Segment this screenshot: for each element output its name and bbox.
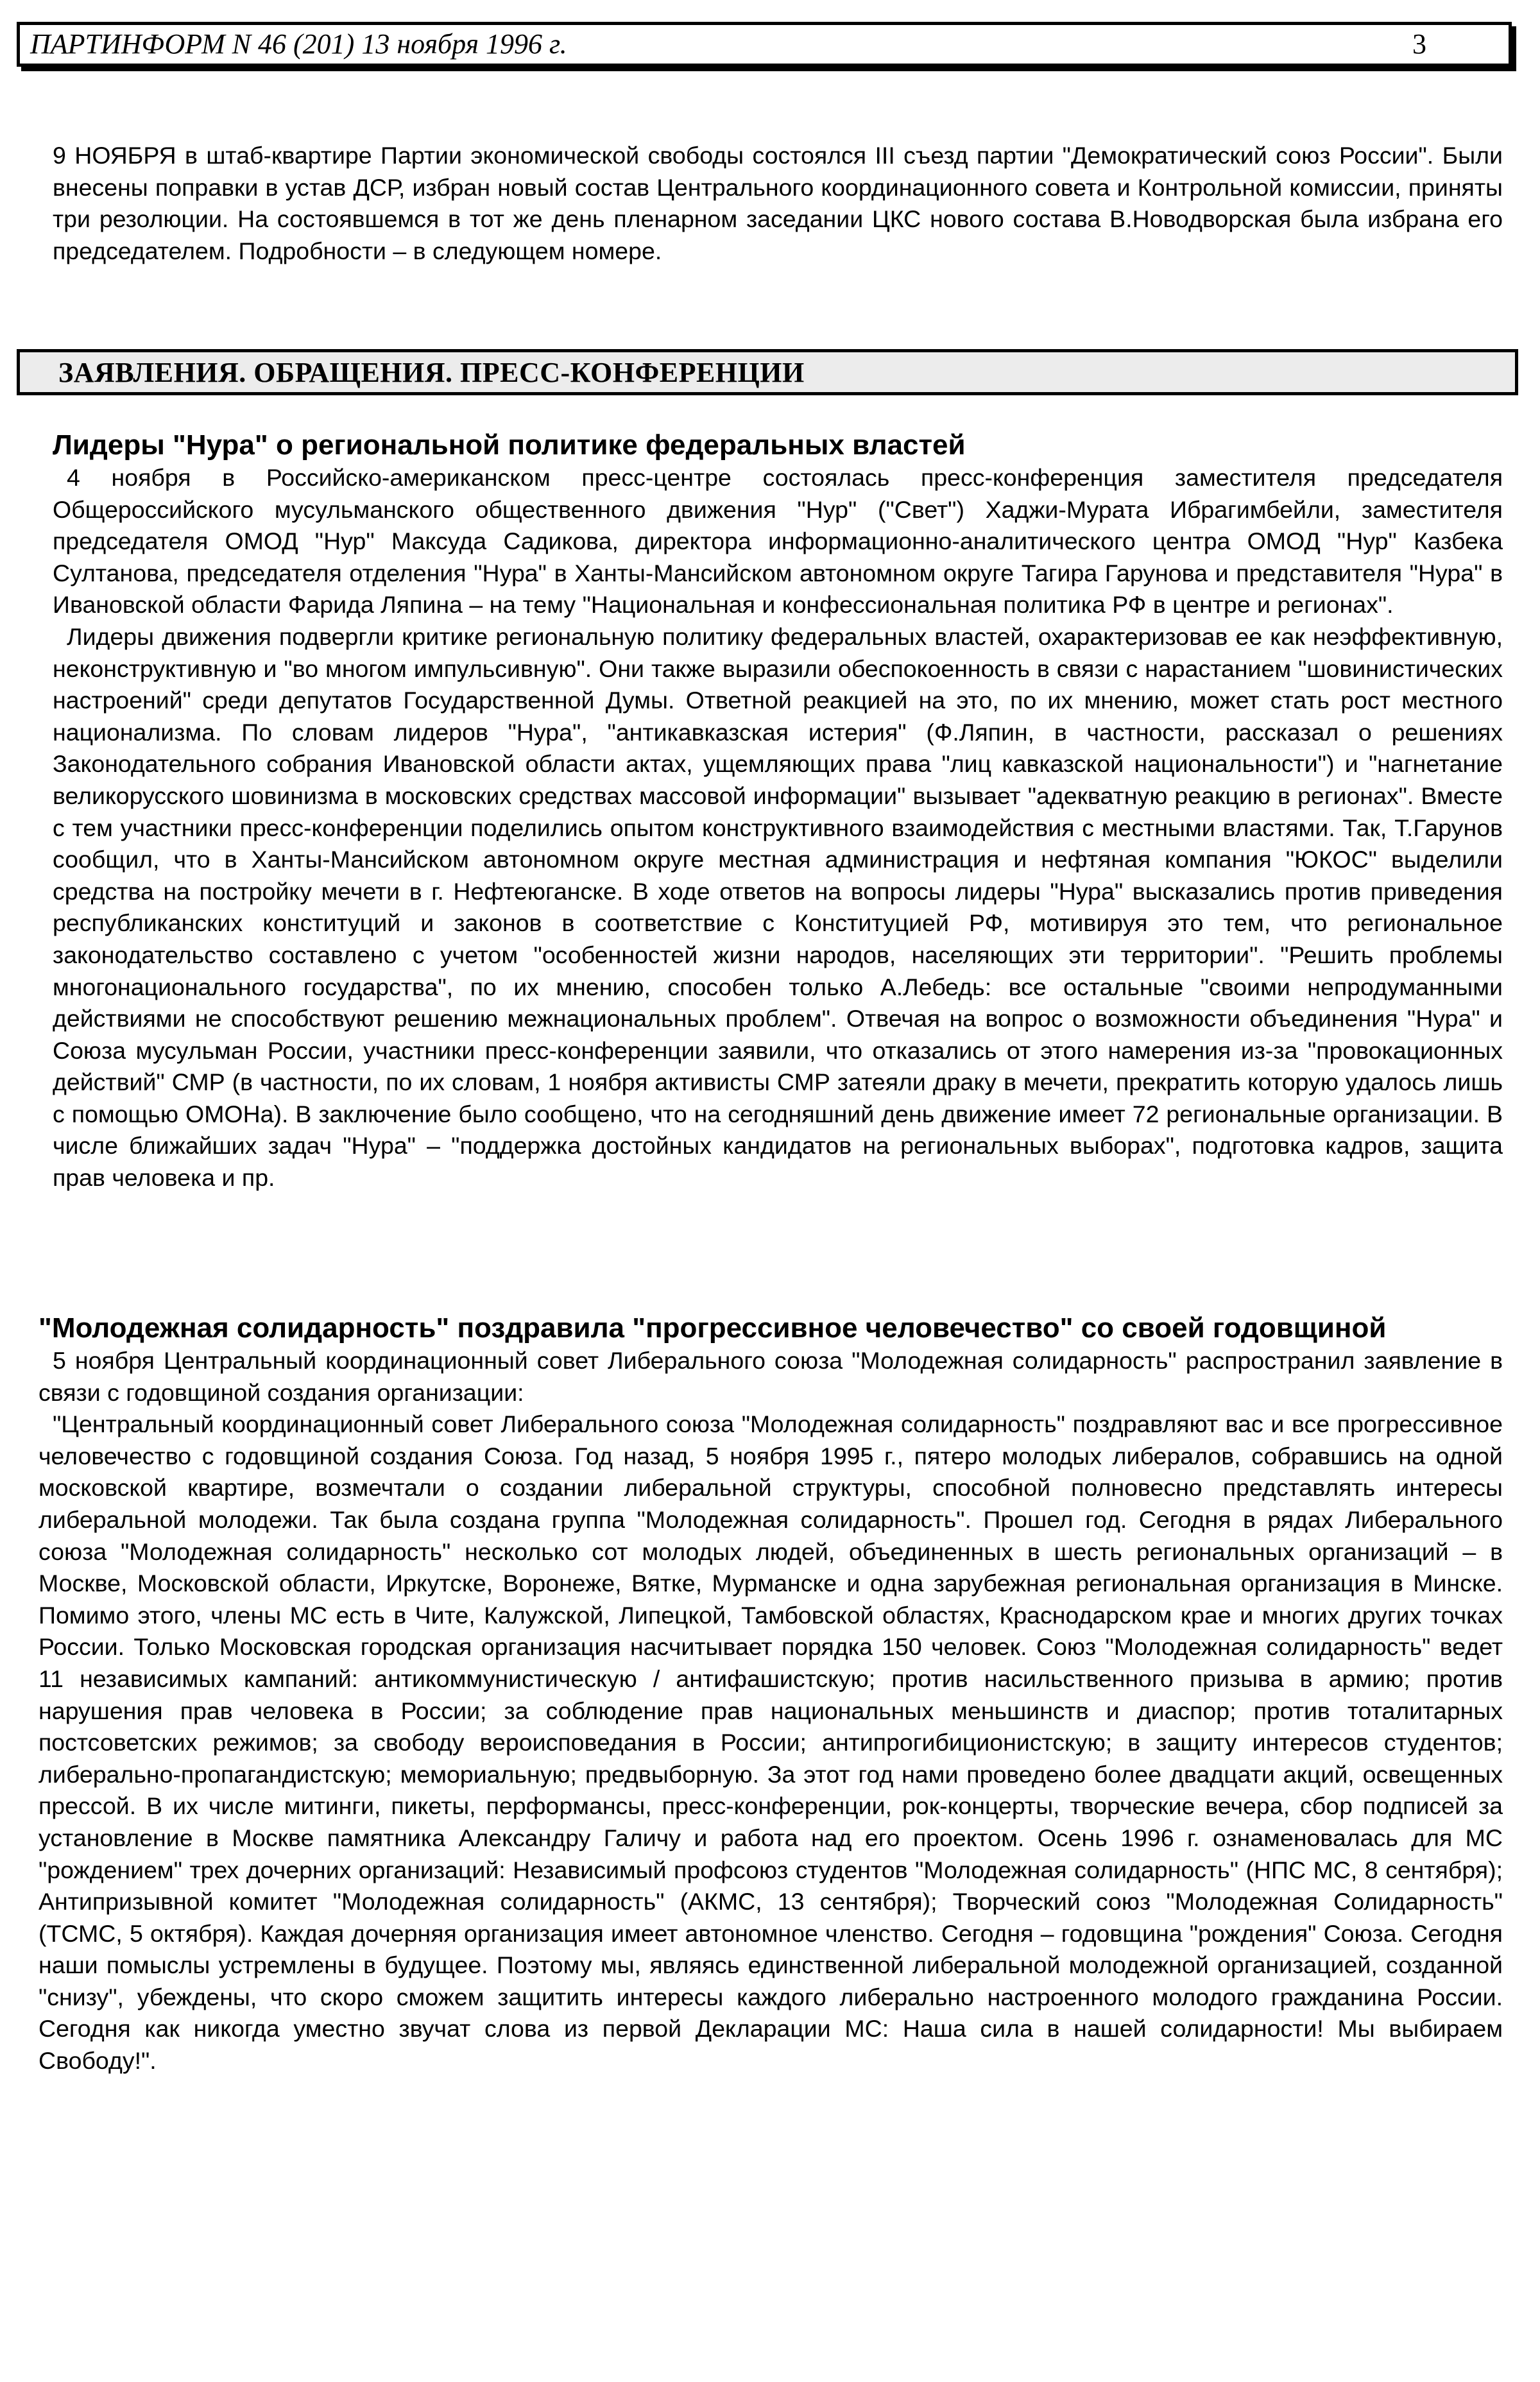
article-paragraph: 4 ноября в Российско-американском пресс-центре состоялась пресс-конференция заместителя председателя Общероссийского мусульманского общественного движения "Нур" ("Свет") Хаджи-Мурата Ибрагимбейли, заместителя председателя ОМОД "Нур" Максуда Садикова, директора информационно-аналитического центра ОМОД "Нур" Казбека Султанова, председателя отделения "Нура" в Ханты-Мансийском автономном округе Тагира Гарунова и представителя "Нура" в Ивановской области Фарида Ляпина – на тему "Национальная и конфессиональная политика РФ в центре и регионах". — [53, 464, 1503, 619]
page-number: 3 — [1412, 28, 1426, 60]
article-paragraph: "Центральный координационный совет Либерального союза "Молодежная солидарность" поздравляют вас и все прогрессивное человечество с годовщиной создания Союза. Год назад, 5 ноября 1995 г., пятеро молодых либералов, собравшись на одной московской квартире, возмечтали о создании либеральной структуры, способной полновесно представлять интересы либеральной молодежи. Так была создана группа "Молодежная солидарность". Прошел год. Сегодня в рядах Либерального союза "Молодежная солидарность" несколько сот молодых людей, объединенных в шесть региональных организаций – в Москве, Московской области, Иркутске, Воронеже, Вятке, Мурманске и одна зарубежная региональная организация в Минске. Помимо этого, члены МС есть в Чите, Калужской, Липецкой, Тамбовской областях, Краснодарском крае и многих других точках России. Только Московская городская организация насчитывает порядка 150 человек. Союз "Молодежная солидарность" ведет 11 независимых кампаний: антикоммунистическую / антифашистскую; против насильственного призыва в армию; против нарушения прав человека в России; за соблюдение прав национальных меньшинств и диаспор; против тоталитарных постсоветских режимов; за свободу вероисповедания в России; антипрогибиционистскую; в защиту интересов студентов; либерально-пропагандистскую; мемориальную; предвыборную. За этот год нами проведено более двадцати акций, освещенных прессой. В их числе митинги, пикеты, перформансы, пресс-конференции, рок-концерты, творческие вечера, сбор подписей за установление в Москве памятника Александру Галичу и работа над его проектом. Осень 1996 г. ознаменовалась для МС "рождением" трех дочерних организаций: Независимый профсоюз студентов "Молодежная солидарность" (НПС МС, 8 сентября); Антипризывной комитет "Молодежная солидарность" (АКМС, 13 сентября); Творческий союз "Молодежная Солидарность" (ТСМС, 5 октября). Каждая дочерняя организация имеет автономное членство. Сегодня – годовщина "рождения" Союза. Сегодня наши помыслы устремлены в будущее. Поэтому мы, являясь единственной либеральной молодежной организацией, созданной "снизу", убеждены, что скоро сможем защитить интересы каждого либерально настроенного молодого гражданина России. Сегодня как никогда уместно звучат слова из первой Декларации МС: Наша сила в нашей солидарности! Мы выбираем Свободу!". — [38, 1410, 1503, 2075]
article-headline: "Молодежная солидарность" поздравила "прогрессивное человечество" со своей годовщиной — [38, 1312, 1387, 1344]
intro-paragraph: 9 НОЯБРЯ в штаб-квартире Партии экономической свободы состоялся III съезд партии "Демократический союз России". Были внесены поправки в устав ДСР, избран новый состав Центрального координационного совета и Контрольной комиссии, приняты три резолюции. На состоявшемся в тот же день пленарном заседании ЦКС нового состава В.Новодворская была избрана его председателем. Подробности – в следующем номере. — [53, 142, 1503, 264]
running-head — [17, 22, 1512, 67]
article-headline: Лидеры "Нура" о региональной политике федеральных властей — [53, 429, 966, 461]
section-heading: ЗАЯВЛЕНИЯ. ОБРАЩЕНИЯ. ПРЕСС-КОНФЕРЕНЦИИ — [58, 357, 805, 388]
article-paragraph: 5 ноября Центральный координационный совет Либерального союза "Молодежная солидарность" распространил заявление в связи с годовщиной создания организации: — [38, 1347, 1503, 1406]
section-heading-box — [17, 349, 1518, 395]
article-nur-leaders — [53, 429, 1503, 1194]
issue-title: ПАРТИНФОРМ N 46 (201) 13 ноября 1996 г. — [30, 28, 567, 60]
article-youth-solidarity — [38, 1312, 1503, 2077]
article-paragraph: Лидеры движения подвергли критике региональную политику федеральных властей, охарактеризовав ее как неэффективную, неконструктивную и "во многом импульсивную". Они также выразили обеспокоенность в связи с нарастанием "шовинистических настроений" среди депутатов Государственной Думы. Ответной реакцией на это, по их мнению, может стать рост местного национализма. По словам лидеров "Нура", "антикавказская истерия" (Ф.Ляпин, в частности, рассказал о решениях Законодательного собрания Ивановской области актах, ущемляющих права "лиц кавказской национальности") и "нагнетание великорусского шовинизма в московских средствах массовой информации" вызывает "адекватную реакцию в регионах". Вместе с тем участники пресс-конференции поделились опытом конструктивного взаимодействия с местными властями. Так, Т.Гарунов сообщил, что в Ханты-Мансийском автономном округе местная администрация и нефтяная компания "ЮКОС" выделили средства на постройку мечети в г. Нефтеюганске. В ходе ответов на вопросы лидеры "Нура" высказались против приведения республиканских конституций и законов в соответствие с Конституцией РФ, мотивируя это тем, что региональное законодательство составлено с учетом "особенностей жизни народов, населяющих эти территории". "Решить проблемы многонационального государства", по их мнению, способен только А.Лебедь: все остальные "своими непродуманными действиями не способствуют решению межнациональных проблем". Отвечая на вопрос о возможности объединения "Нура" и Союза мусульман России, участники пресс-конференции заявили, что отказались от этого намерения из-за "провокационных действий" СМР (в частности, по их словам, 1 ноября активисты СМР затеяли драку в мечети, прекратить которую удалось лишь с помощью ОМОНа). В заключение было сообщено, что на сегодняшний день движение имеет 72 региональные организации. В числе ближайших задач "Нура" – "поддержка достойных кандидатов на региональных выборах", подготовка кадров, защита прав человека и пр. — [53, 622, 1503, 1192]
